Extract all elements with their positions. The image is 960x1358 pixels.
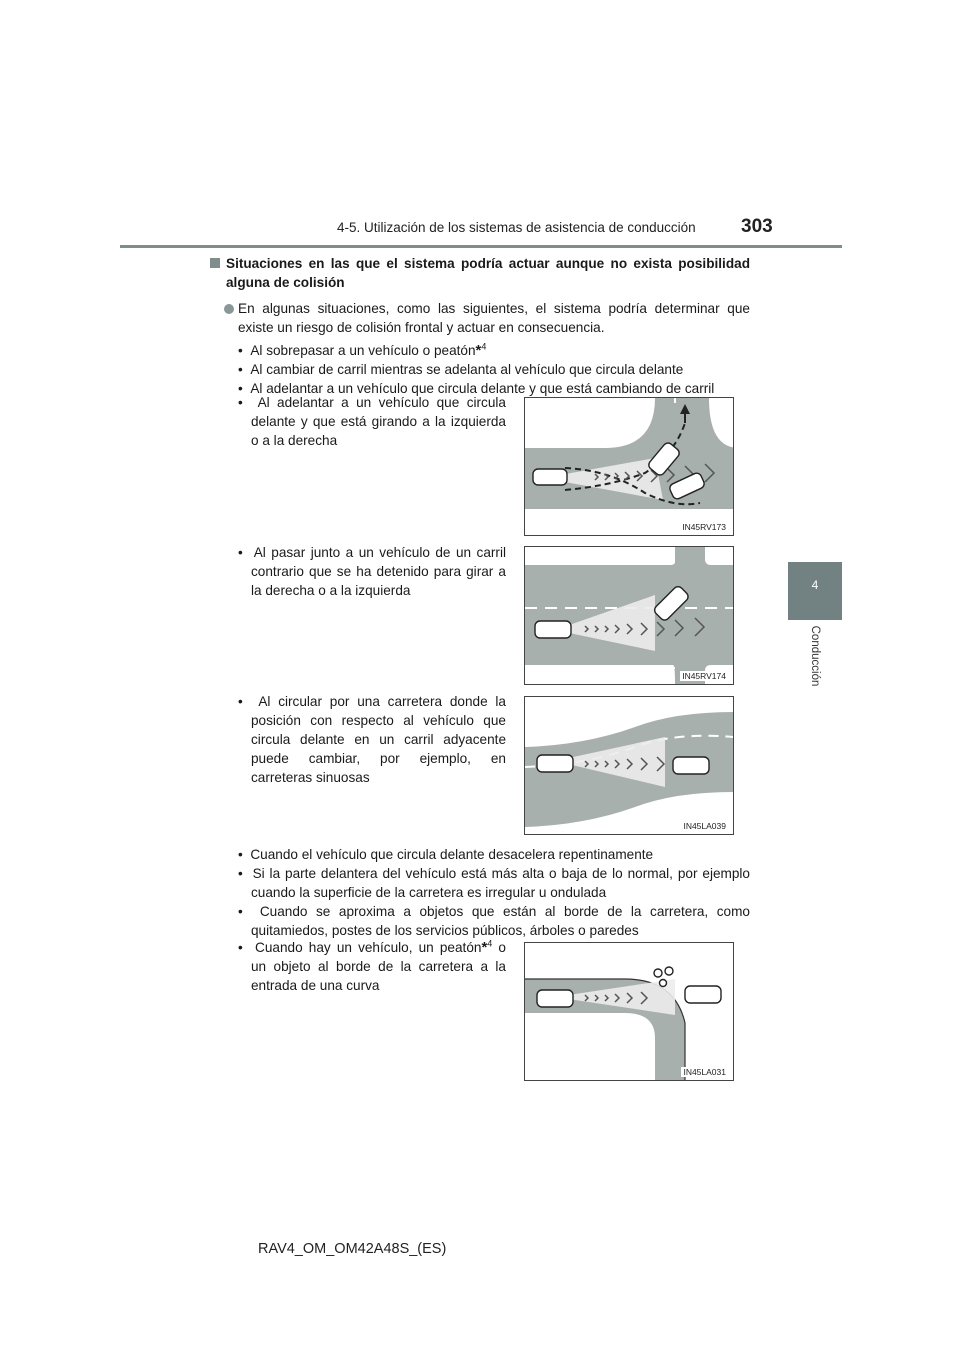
figure-code: IN45RV174 (682, 671, 726, 681)
figure-row-text (238, 543, 506, 600)
intro-paragraph (210, 299, 750, 337)
list-item: • Cuando el vehículo que circula delante desacelera repentinamente (238, 847, 654, 862)
list-item: • Al circular por una carretera donde la posición con respecto al vehículo que circula delante en un carril adyacente puede cambiar, por ejemplo, en carreteras sinuosas (238, 694, 506, 785)
figure-code: IN45RV173 (682, 522, 726, 532)
figure-turning-vehicle (524, 397, 734, 536)
figure-oncoming-turn (524, 546, 734, 685)
top-list (210, 341, 750, 398)
figure-row-text (238, 938, 506, 995)
figure-winding-road (524, 696, 734, 835)
list-item: • Si la parte delantera del vehículo está más alta o baja de lo normal, por ejemplo cuando la superficie de la carretera es irregular u ondulada (238, 866, 750, 900)
figure-row-text (238, 393, 506, 450)
list-item: • Al sobrepasar a un vehículo o peatón*$^4$ (238, 341, 487, 359)
main-section (210, 254, 750, 398)
list-item: • Cuando se aproxima a objetos que están al borde de la carretera, como quitamiedos, postes de los servicios públicos, árboles o paredes (238, 904, 750, 938)
figure-row-text (238, 692, 506, 787)
header-section-title: 4-5. Utilización de los sistemas de asistencia de conducción (337, 220, 696, 235)
circle-bullet-icon (224, 304, 234, 314)
section-heading (210, 254, 750, 292)
figure-code: IN45LA039 (683, 821, 726, 831)
figure-code: IN45LA031 (683, 1067, 726, 1077)
chapter-label: Conducción (809, 625, 821, 687)
figure-curve-entrance (524, 942, 734, 1081)
footnote-ref: 4 (487, 938, 493, 949)
list-item: • Cuando hay un vehículo, un peatón*$^4$ o un objeto al borde de la carretera a la entrada de una curva (238, 938, 506, 993)
bottom-list (238, 845, 750, 940)
document-code: RAV4_OM_OM42A48S_(ES) (258, 1241, 447, 1257)
list-item: • Al cambiar de carril mientras se adelanta al vehículo que circula delante (238, 362, 684, 377)
section-heading-text: Situaciones en las que el sistema podría actuar aunque no exista posibilidad alguna de colisión (226, 256, 750, 290)
square-bullet-icon (210, 258, 220, 268)
list-item: • Al pasar junto a un vehículo de un carril contrario que se ha detenido para girar a la derecha o a la izquierda (238, 545, 506, 598)
list-item: • Al adelantar a un vehículo que circula delante y que está girando a la izquierda o a la derecha (238, 395, 506, 448)
header-rule (120, 245, 842, 248)
footnote-asterisk-icon: * (475, 342, 482, 359)
list-item: • Al adelantar a un vehículo que circula delante y que está cambiando de carril (238, 381, 715, 396)
footnote-ref: 4 (481, 341, 487, 352)
intro-text: En algunas situaciones, como las siguientes, el sistema podría determinar que existe un riesgo de colisión frontal y actuar en consecuencia. (238, 301, 750, 335)
footnote-asterisk-icon: * (481, 939, 488, 956)
chapter-number: 4 (811, 578, 819, 592)
page-number: 303 (741, 216, 773, 237)
